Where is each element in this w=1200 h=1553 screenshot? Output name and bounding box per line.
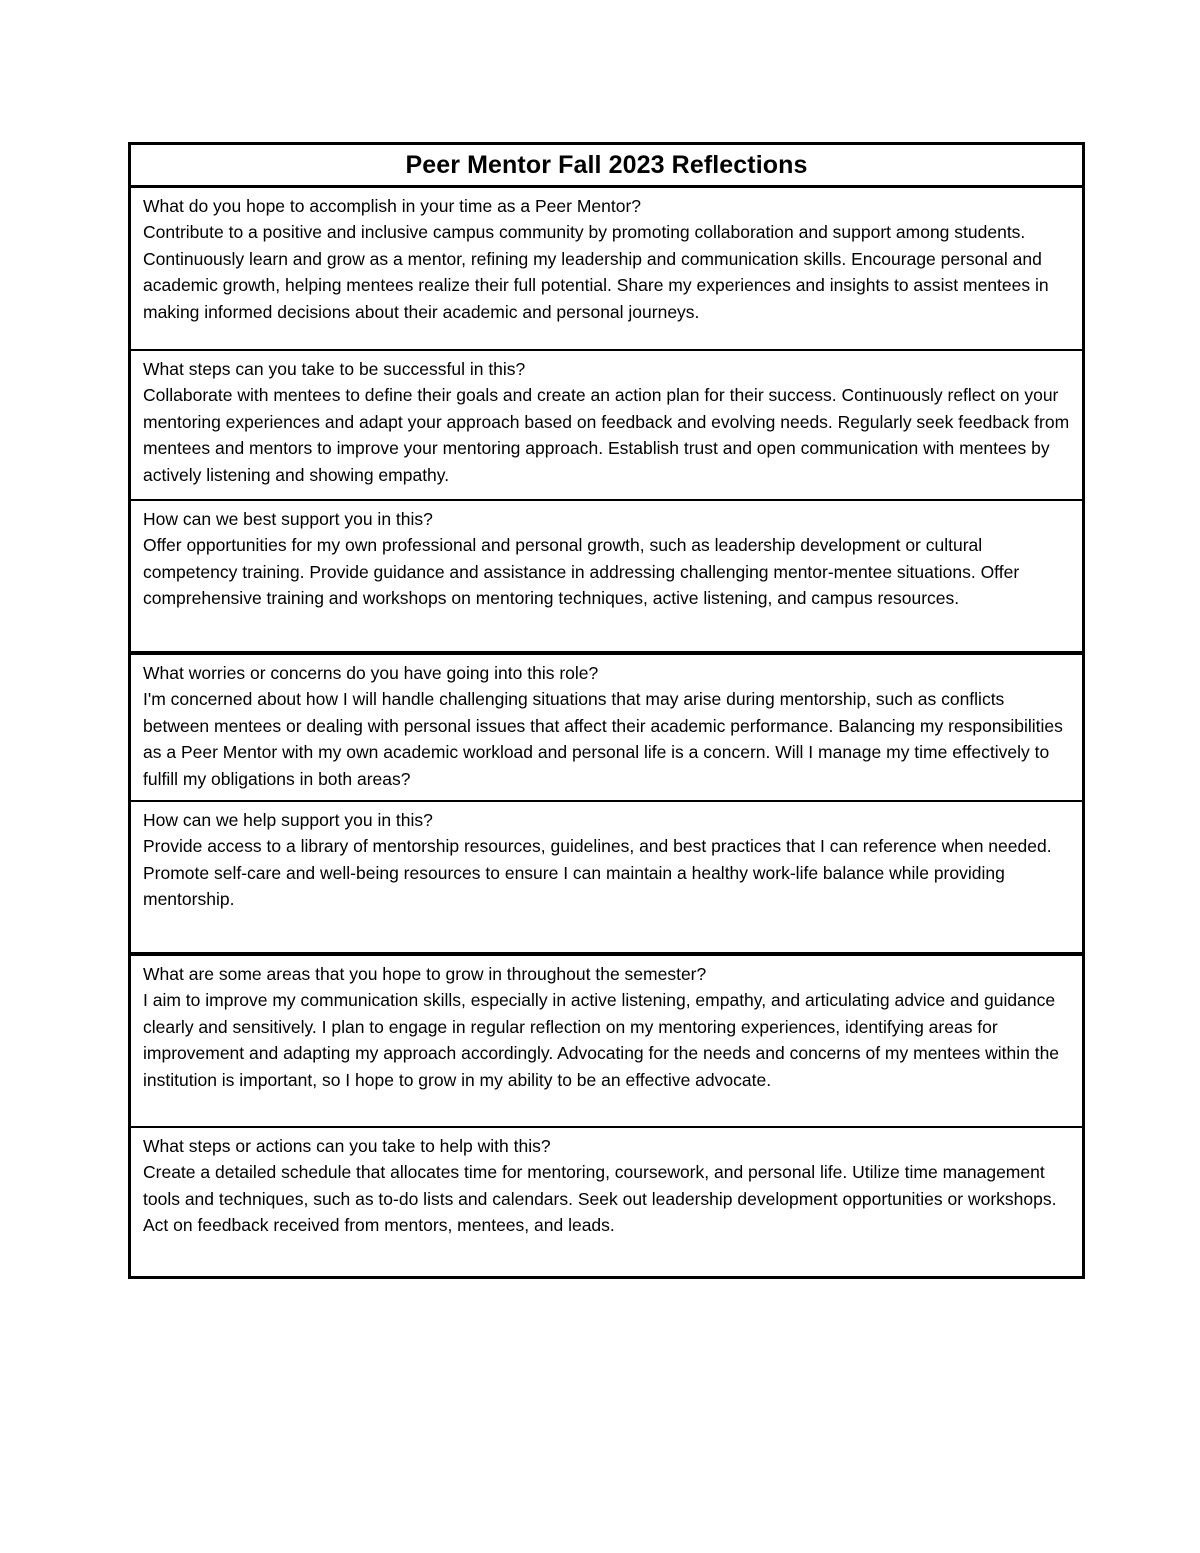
reflections-table [128,142,1085,1279]
entry-question: How can we best support you in this? [143,509,433,529]
entry-action-steps [131,1128,1082,1276]
entry-help-support [131,802,1082,956]
entry-concerns [131,655,1082,802]
entry-success-steps [131,351,1082,501]
entry-answer: Collaborate with mentees to define their goals and create an action plan for their success. Continuously reflect on your mentoring experiences and adapt your approach based on feedback and evolving needs. Regularly seek feedback from mentees and mentors to improve your mentoring approach. Establish trust and open communication with mentees by actively listening and showing empathy. [143,385,1070,485]
entry-answer: Offer opportunities for my own professional and personal growth, such as leadership development or cultural competency training. Provide guidance and assistance in addressing challenging mentor-mentee situations. Offer comprehensive training and workshops on mentoring techniques, active listening, and campus resources. [143,535,1020,609]
entry-question: How can we help support you in this? [143,810,433,830]
document-title: Peer Mentor Fall 2023 Reflections [131,145,1082,188]
entry-question: What steps or actions can you take to help with this? [143,1136,551,1156]
entry-answer: Provide access to a library of mentorship resources, guidelines, and best practices that I can reference when needed. Promote self-care and well-being resources to ensure I can maintain a healthy work-life balance while providing mentorship. [143,836,1052,910]
entry-answer: I'm concerned about how I will handle challenging situations that may arise during mentorship, such as conflicts between mentees or dealing with personal issues that affect their academic performance. Balancing my responsibilities as a Peer Mentor with my own academic workload and personal life is a concern. Will I manage my time effectively to fulfill my obligations in both areas? [143,689,1063,789]
entry-question: What steps can you take to be successful in this? [143,359,526,379]
entry-growth-areas [131,956,1082,1128]
entry-question: What do you hope to accomplish in your time as a Peer Mentor? [143,196,642,216]
entry-question: What are some areas that you hope to grow in throughout the semester? [143,964,707,984]
entry-answer: Contribute to a positive and inclusive campus community by promoting collaboration and support among students. Continuously learn and grow as a mentor, refining my leadership and communication skills. Encourage personal and academic growth, helping mentees realize their full potential. Share my experiences and insights to assist mentees in making informed decisions about their academic and personal journeys. [143,222,1049,322]
entry-answer: Create a detailed schedule that allocates time for mentoring, coursework, and personal life. Utilize time management tools and techniques, such as to-do lists and calendars. Seek out leadership development opportunities or workshops. Act on feedback received from mentors, mentees, and leads. [143,1162,1057,1236]
entry-best-support [131,501,1082,655]
entry-question: What worries or concerns do you have going into this role? [143,663,599,683]
entry-accomplish [131,188,1082,351]
entry-answer: I aim to improve my communication skills, especially in active listening, empathy, and articulating advice and guidance clearly and sensitively. I plan to engage in regular reflection on my mentoring experiences, identifying areas for improvement and adapting my approach accordingly. Advocating for the needs and concerns of my mentees within the institution is important, so I hope to grow in my ability to be an effective advocate. [143,990,1060,1090]
